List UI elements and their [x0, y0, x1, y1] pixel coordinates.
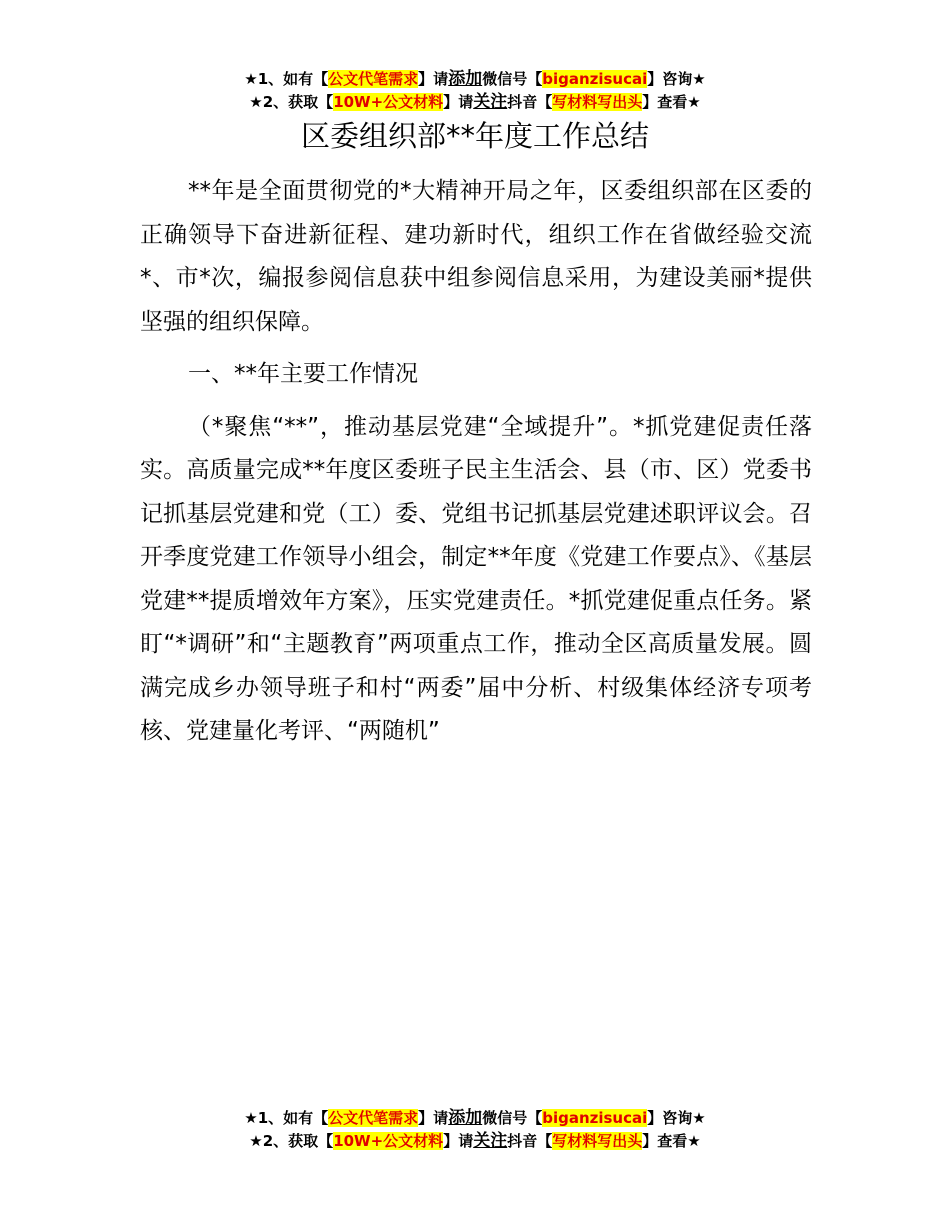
header-banner — [0, 68, 950, 114]
banner-highlight: 10W+公文材料 — [333, 93, 444, 111]
banner-line-1: ★1、如有【公文代笔需求】请添加微信号【biganzisucai】咨询★ — [244, 1108, 706, 1128]
paragraph-section-1: （*聚焦“**”，推动基层党建“全域提升”。*抓党建促责任落实。高质量完成**年度区委班子民主生活会、县（市、区）党委书记抓基层党建和党（工）委、党组书记抓基层党建述职评议会。召开季度党建工作领导小组会，制定**年度《党建工作要点》、《基层党建**提质增效年方案》，压实党建责任。*抓党建促重点任务。紧盯“*调研”和“主题教育”两项重点工作，推动全区高质量发展。圆满完成乡办领导班子和村“两委”届中分析、村级集体经济专项考核、党建量化考评、“两随机” — [140, 413, 812, 744]
section-heading: 一、**年主要工作情况 — [188, 361, 418, 387]
banner-underlined-text: 关注 — [473, 92, 508, 112]
footer-banner — [0, 1107, 950, 1153]
paragraph-intro: **年是全面贯彻党的*大精神开局之年，区委组织部在区委的正确领导下奋进新征程、建功新时代，组织工作在省做经验交流*、市*次，编报参阅信息获中组参阅信息采用，为建设美丽*提供坚强的组织保障。 — [140, 178, 812, 335]
banner-highlight: 公文代笔需求 — [328, 70, 419, 88]
banner-underlined-text: 添加 — [448, 69, 483, 89]
banner-highlight: 公文代笔需求 — [328, 1109, 419, 1127]
banner-line-2: ★2、获取【10W+公文材料】请关注抖音【写材料写出头】查看★ — [249, 92, 701, 112]
banner-underlined-text: 添加 — [448, 1108, 483, 1128]
banner-underlined-text: 关注 — [473, 1131, 508, 1151]
banner-highlight: 10W+公文材料 — [333, 1132, 444, 1150]
banner-highlight: 写材料写出头 — [552, 1132, 643, 1150]
banner-highlight: biganzisucai — [542, 70, 648, 88]
banner-highlight: 写材料写出头 — [552, 93, 643, 111]
document-title: 区委组织部**年度工作总结 — [300, 119, 649, 153]
banner-highlight: biganzisucai — [542, 1109, 648, 1127]
banner-line-1: ★1、如有【公文代笔需求】请添加微信号【biganzisucai】咨询★ — [244, 69, 706, 89]
banner-line-2: ★2、获取【10W+公文材料】请关注抖音【写材料写出头】查看★ — [249, 1131, 701, 1151]
document-body — [140, 170, 812, 754]
